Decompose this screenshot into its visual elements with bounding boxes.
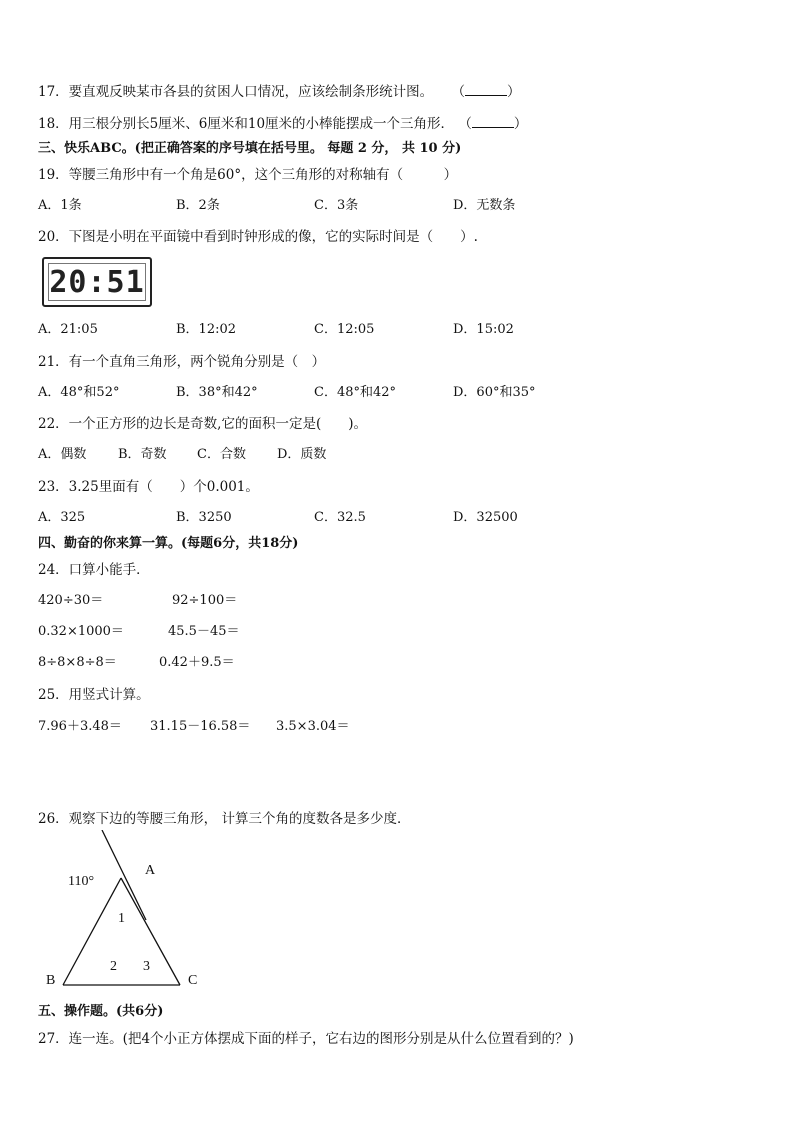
vertex-label-a: A	[145, 863, 156, 878]
option-c[interactable]: C．32.5	[314, 510, 366, 525]
bracket-open: （	[451, 84, 465, 100]
extended-side-line	[102, 830, 146, 920]
question-27-stem: 27．连一连。(把4个小正方体摆成下面的样子，它右边的图形分别是从什么位置看到的？)	[38, 1031, 574, 1047]
option-c[interactable]: C．3条	[314, 198, 359, 213]
bracket-close: ）	[513, 116, 528, 132]
side-ac	[121, 878, 180, 985]
calc-item: 420÷30＝	[38, 593, 104, 608]
question-26-stem: 26．观察下边的等腰三角形， 计算三个角的度数各是多少度．	[38, 811, 411, 827]
option-d[interactable]: D．32500	[453, 510, 518, 525]
answer-blank-18[interactable]	[458, 116, 527, 132]
calc-item: 31.15－16.58＝	[150, 719, 251, 734]
bracket-open: （	[458, 116, 472, 132]
vertex-label-b: B	[46, 973, 56, 988]
option-a[interactable]: A．21:05	[38, 322, 98, 337]
digital-clock-image	[42, 257, 152, 307]
calc-item: 3.5×3.04＝	[276, 719, 350, 734]
calc-item: 0.42＋9.5＝	[159, 655, 235, 670]
option-d[interactable]: D．15:02	[453, 322, 514, 337]
question-23-stem: 23．3.25里面有（ ）个0.001。	[38, 479, 259, 495]
isosceles-triangle-figure	[40, 830, 220, 1000]
blank-line	[465, 83, 507, 96]
option-c[interactable]: C．合数	[197, 447, 246, 462]
option-b[interactable]: B．3250	[176, 510, 232, 525]
question-22-stem: 22．一个正方形的边长是奇数,它的面积一定是( )。	[38, 416, 368, 432]
section-5-heading: 五、操作题。(共6分)	[38, 1004, 164, 1019]
section-4-heading: 四、勤奋的你来算一算。(每题6分，共18分)	[38, 536, 299, 551]
blank-line	[472, 115, 514, 128]
question-19-stem: 19．等腰三角形中有一个角是60°，这个三角形的对称轴有（ ）	[38, 167, 458, 183]
angle-label-2: 2	[110, 959, 117, 974]
option-b[interactable]: B．2条	[176, 198, 220, 213]
question-17	[38, 83, 520, 101]
question-18	[38, 115, 527, 133]
vertex-label-c: C	[188, 973, 198, 988]
calc-item: 7.96＋3.48＝	[38, 719, 122, 734]
answer-blank-17[interactable]	[451, 84, 520, 100]
angle-label-3: 3	[143, 959, 150, 974]
option-d[interactable]: D．60°和35°	[453, 385, 536, 400]
question-18-text: 18．用三根分别长5厘米、6厘米和10厘米的小棒能摆成一个三角形．	[38, 116, 455, 132]
option-c[interactable]: C．12:05	[314, 322, 375, 337]
option-b[interactable]: B．奇数	[118, 447, 167, 462]
question-17-text: 17．要直观反映某市各县的贫困人口情况，应该绘制条形统计图。	[38, 84, 434, 100]
calc-item: 0.32×1000＝	[38, 624, 124, 639]
option-d[interactable]: D．无数条	[453, 198, 516, 213]
option-a[interactable]: A．325	[38, 510, 86, 525]
exterior-angle-label: 110°	[68, 874, 95, 889]
calc-item: 8÷8×8÷8＝	[38, 655, 117, 670]
question-21-stem: 21．有一个直角三角形，两个锐角分别是（ ）	[38, 354, 326, 370]
option-b[interactable]: B．12:02	[176, 322, 237, 337]
question-20-stem: 20．下图是小明在平面镜中看到时钟形成的像，它的实际时间是（ ）.	[38, 229, 478, 245]
option-c[interactable]: C．48°和42°	[314, 385, 397, 400]
option-a[interactable]: A．偶数	[38, 447, 87, 462]
option-a[interactable]: A．48°和52°	[38, 385, 120, 400]
clock-display: 20:51	[49, 264, 145, 300]
option-a[interactable]: A．1条	[38, 198, 82, 213]
option-d[interactable]: D．质数	[277, 447, 327, 462]
calc-item: 92÷100＝	[172, 593, 238, 608]
option-b[interactable]: B．38°和42°	[176, 385, 258, 400]
calc-item: 45.5－45＝	[168, 624, 240, 639]
question-25-stem: 25．用竖式计算。	[38, 687, 150, 703]
angle-label-1: 1	[118, 911, 125, 926]
bracket-close: ）	[506, 84, 521, 100]
question-24-stem: 24．口算小能手．	[38, 562, 150, 578]
section-3-heading: 三、快乐ABC。(把正确答案的序号填在括号里。 每题 2 分， 共 10 分)	[38, 141, 462, 156]
